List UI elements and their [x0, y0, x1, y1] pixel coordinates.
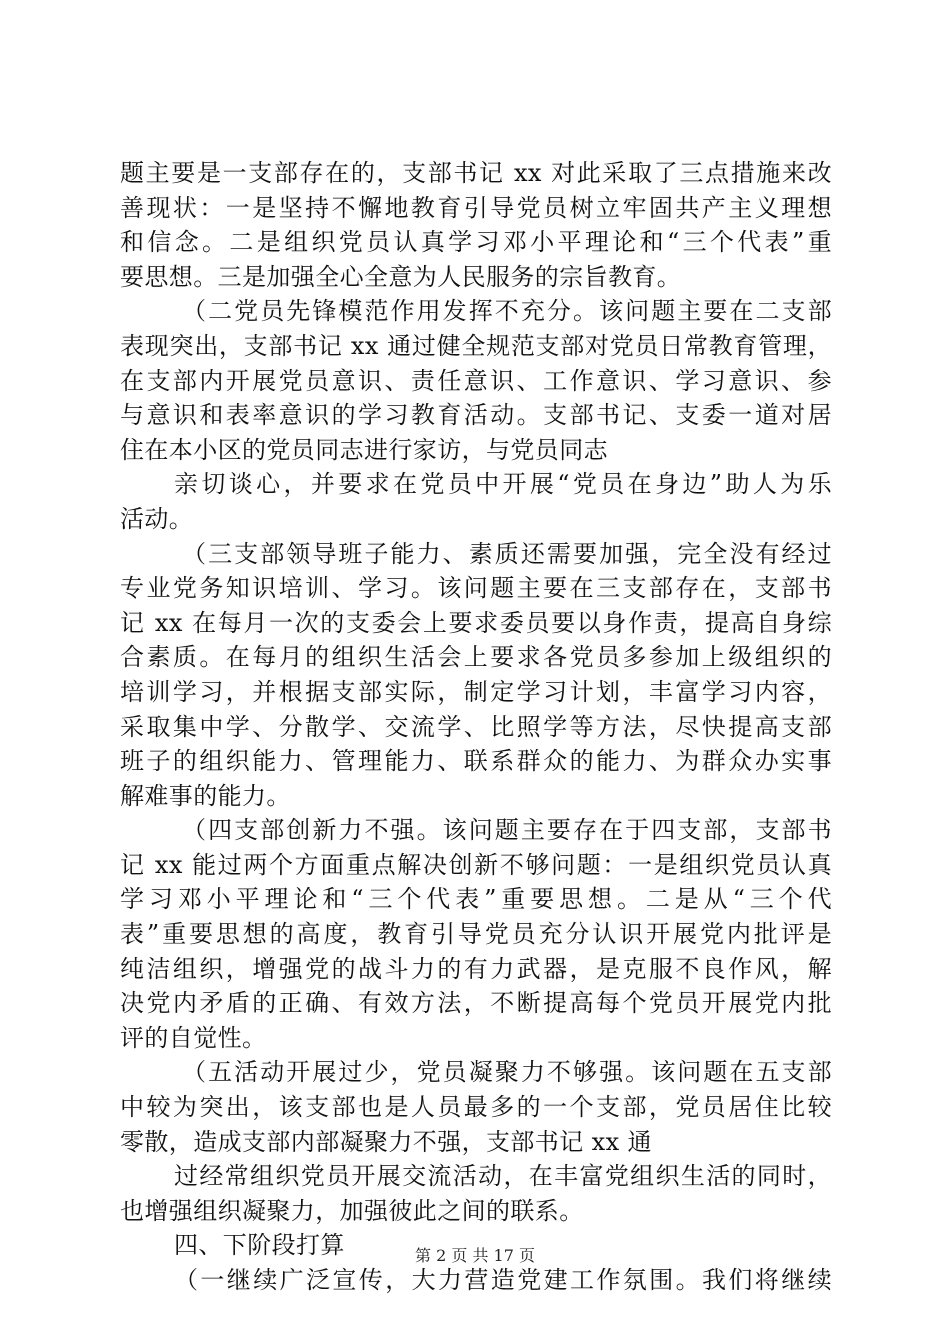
text-line: 在支部内开展党员意识、责任意识、工作意识、学习意识、参 — [120, 366, 832, 395]
text-line: 学习邓小平理论和“三个代表”重要思想。二是从“三个代 — [120, 885, 832, 914]
text-line: 零散，造成支部内部凝聚力不强，支部书记 xx 通 — [120, 1127, 652, 1156]
text-line: 班子的组织能力、管理能力、联系群众的能力、为群众办实事 — [120, 747, 832, 776]
text-line: 住在本小区的党员同志进行家访，与党员同志 — [120, 435, 608, 464]
text-line: 解难事的能力。 — [120, 781, 291, 810]
paragraph-start-line: （一继续广泛宣传，大力营造党建工作氛围。我们将继续 — [174, 1266, 832, 1294]
text-line: 也增强组织凝聚力，加强彼此之间的联系。 — [120, 1196, 584, 1225]
document-body — [120, 156, 832, 1298]
text-line: 合素质。在每月的组织生活会上要求各党员多参加上级组织的 — [120, 643, 832, 672]
text-line: 表”重要思想的高度，教育引导党员充分认识开展党内批评是 — [120, 920, 832, 949]
text-line: 活动。 — [120, 504, 194, 533]
text-line: 记 xx 在每月一次的支委会上要求委员要以身作责，提高自身综 — [120, 608, 832, 637]
text-line: 要思想。三是加强全心全意为人民服务的宗旨教育。 — [120, 262, 682, 291]
paragraph-start-line: （二党员先锋模范作用发挥不充分。该问题主要在二支部 — [182, 297, 832, 326]
paragraph-start-line: 亲切谈心，并要求在党员中开展“党员在身边”助人为乐 — [174, 470, 832, 499]
text-line: 表现突出，支部书记 xx 通过健全规范支部对党员日常教育管理， — [120, 331, 832, 360]
text-line: 采取集中学、分散学、交流学、比照学等方法，尽快提高支部 — [120, 712, 832, 741]
text-line: 题主要是一支部存在的，支部书记 xx 对此采取了三点措施来改 — [120, 159, 832, 187]
paragraph-start-line: （五活动开展过少，党员凝聚力不够强。该问题在五支部 — [182, 1058, 832, 1087]
text-line: 与意识和表率意识的学习教育活动。支部书记、支委一道对居 — [120, 401, 832, 430]
text-line: 专业党务知识培训、学习。该问题主要在三支部存在，支部书 — [120, 574, 832, 603]
paragraph-start-line: 过经常组织党员开展交流活动，在丰富党组织生活的同时， — [174, 1162, 832, 1191]
text-line: 记 xx 能过两个方面重点解决创新不够问题：一是组织党员认真 — [120, 850, 832, 879]
text-line: 纯洁组织，增强党的战斗力的有力武器，是克服不良作风，解 — [120, 954, 832, 983]
text-line: 和信念。二是组织党员认真学习邓小平理论和“三个代表”重 — [120, 228, 832, 257]
text-line: 决党内矛盾的正确、有效方法，不断提高每个党员开展党内批 — [120, 989, 832, 1018]
text-line: 善现状：一是坚持不懈地教育引导党员树立牢固共产主义理想 — [120, 193, 832, 222]
section-heading: 四、下阶段打算 — [174, 1231, 345, 1260]
paragraph-start-line: （四支部创新力不强。该问题主要存在于四支部，支部书 — [182, 816, 832, 845]
text-line: 评的自觉性。 — [120, 1023, 267, 1052]
page-number-footer: 第 2 页 共 17 页 — [415, 1246, 535, 1265]
paragraph-start-line: （三支部领导班子能力、素质还需要加强，完全没有经过 — [182, 539, 832, 568]
text-line: 中较为突出，该支部也是人员最多的一个支部，党员居住比较 — [120, 1093, 832, 1122]
text-line: 培训学习，并根据支部实际，制定学习计划，丰富学习内容， — [120, 677, 832, 706]
